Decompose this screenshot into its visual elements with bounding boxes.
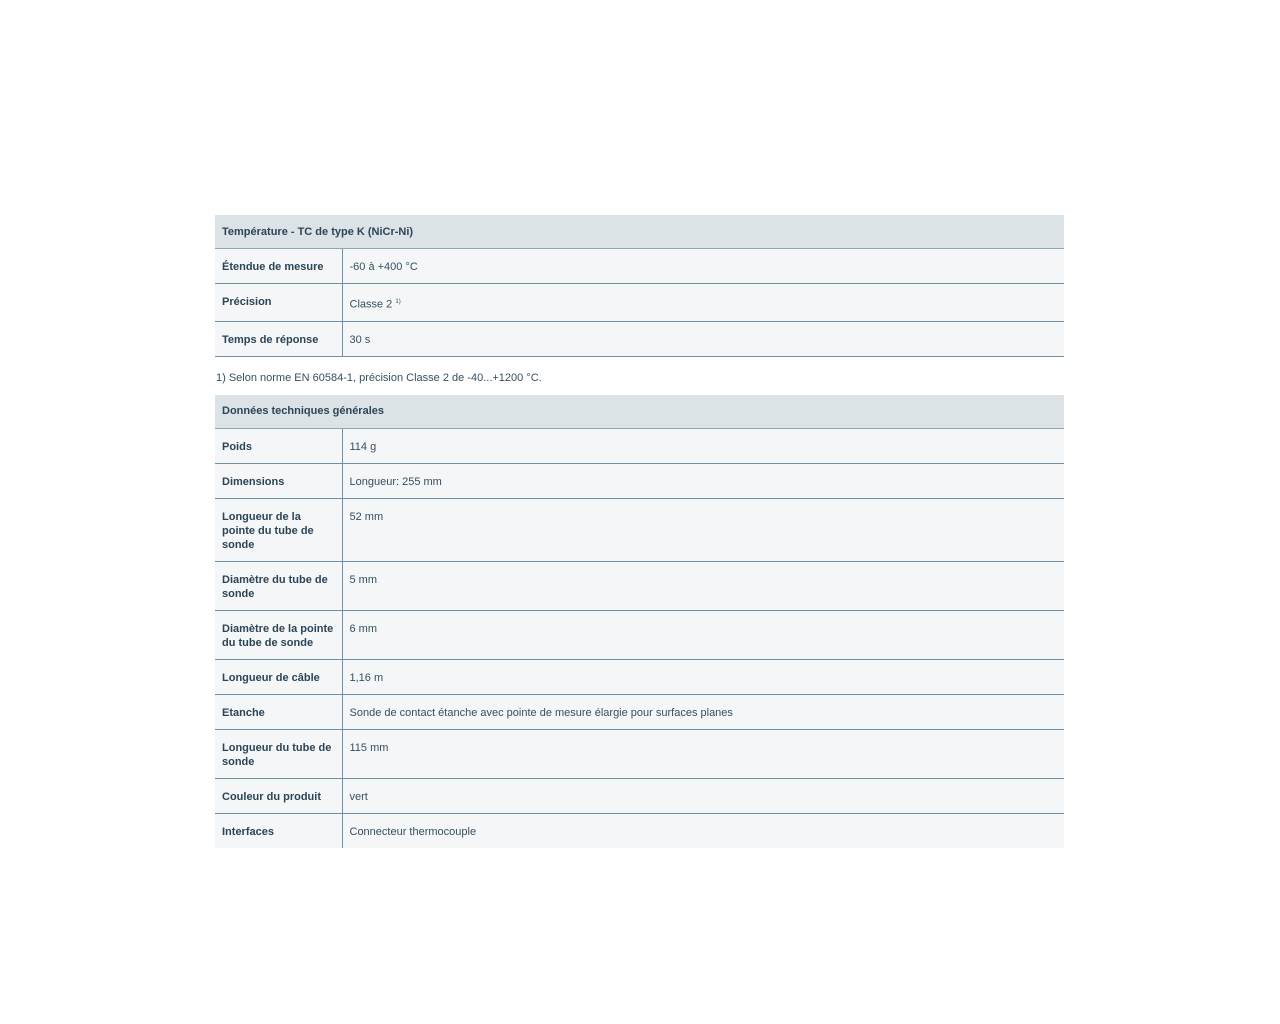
row-value: Connecteur thermocouple: [342, 813, 1064, 848]
row-value: 114 g: [342, 428, 1064, 463]
row-label: Longueur du tube de sonde: [215, 729, 342, 778]
row-label: Poids: [215, 428, 342, 463]
row-value: Sonde de contact étanche avec pointe de mesure élargie pour surfaces planes: [342, 694, 1064, 729]
general-section-header: [215, 395, 1064, 429]
row-label: Interfaces: [215, 813, 342, 848]
table-row: [215, 729, 1064, 778]
table-row: [215, 321, 1064, 356]
row-value: 6 mm: [342, 610, 1064, 659]
table-row: [215, 561, 1064, 610]
row-label: Étendue de mesure: [215, 249, 342, 284]
row-value: 30 s: [342, 321, 1064, 356]
row-label: Longueur de la pointe du tube de sonde: [215, 498, 342, 561]
table-row: [215, 463, 1064, 498]
row-label: Diamètre du tube de sonde: [215, 561, 342, 610]
footnote-marker: 1): [395, 299, 401, 305]
row-label: Couleur du produit: [215, 778, 342, 813]
table-row: [215, 659, 1064, 694]
footnote: 1) Selon norme EN 60584-1, précision Classe 2 de -40...+1200 °C.: [215, 357, 1064, 395]
table-row: [215, 284, 1064, 322]
row-label: Diamètre de la pointe du tube de sonde: [215, 610, 342, 659]
row-value: Classe 2: [349, 298, 393, 311]
row-value: 115 mm: [342, 729, 1064, 778]
row-value-cell: [342, 284, 1064, 322]
row-value: -60 à +400 °C: [342, 249, 1064, 284]
table-row: [215, 778, 1064, 813]
row-value: vert: [342, 778, 1064, 813]
row-value: Longueur: 255 mm: [342, 463, 1064, 498]
row-value: 52 mm: [342, 498, 1064, 561]
row-label: Précision: [215, 284, 342, 322]
row-value: 1,16 m: [342, 659, 1064, 694]
table-row: [215, 249, 1064, 284]
table-row: [215, 428, 1064, 463]
general-section-title: Données techniques générales: [215, 395, 1064, 429]
spec-sheet: [215, 215, 1064, 848]
table-row: [215, 694, 1064, 729]
general-table: [215, 395, 1064, 848]
row-value: 5 mm: [342, 561, 1064, 610]
table-row: [215, 498, 1064, 561]
row-label: Dimensions: [215, 463, 342, 498]
row-label: Etanche: [215, 694, 342, 729]
row-label: Longueur de câble: [215, 659, 342, 694]
temperature-section-header: [215, 215, 1064, 249]
table-row: [215, 813, 1064, 848]
row-label: Temps de réponse: [215, 321, 342, 356]
temperature-table: [215, 215, 1064, 357]
temperature-section-title: Température - TC de type K (NiCr-Ni): [215, 215, 1064, 249]
table-row: [215, 610, 1064, 659]
